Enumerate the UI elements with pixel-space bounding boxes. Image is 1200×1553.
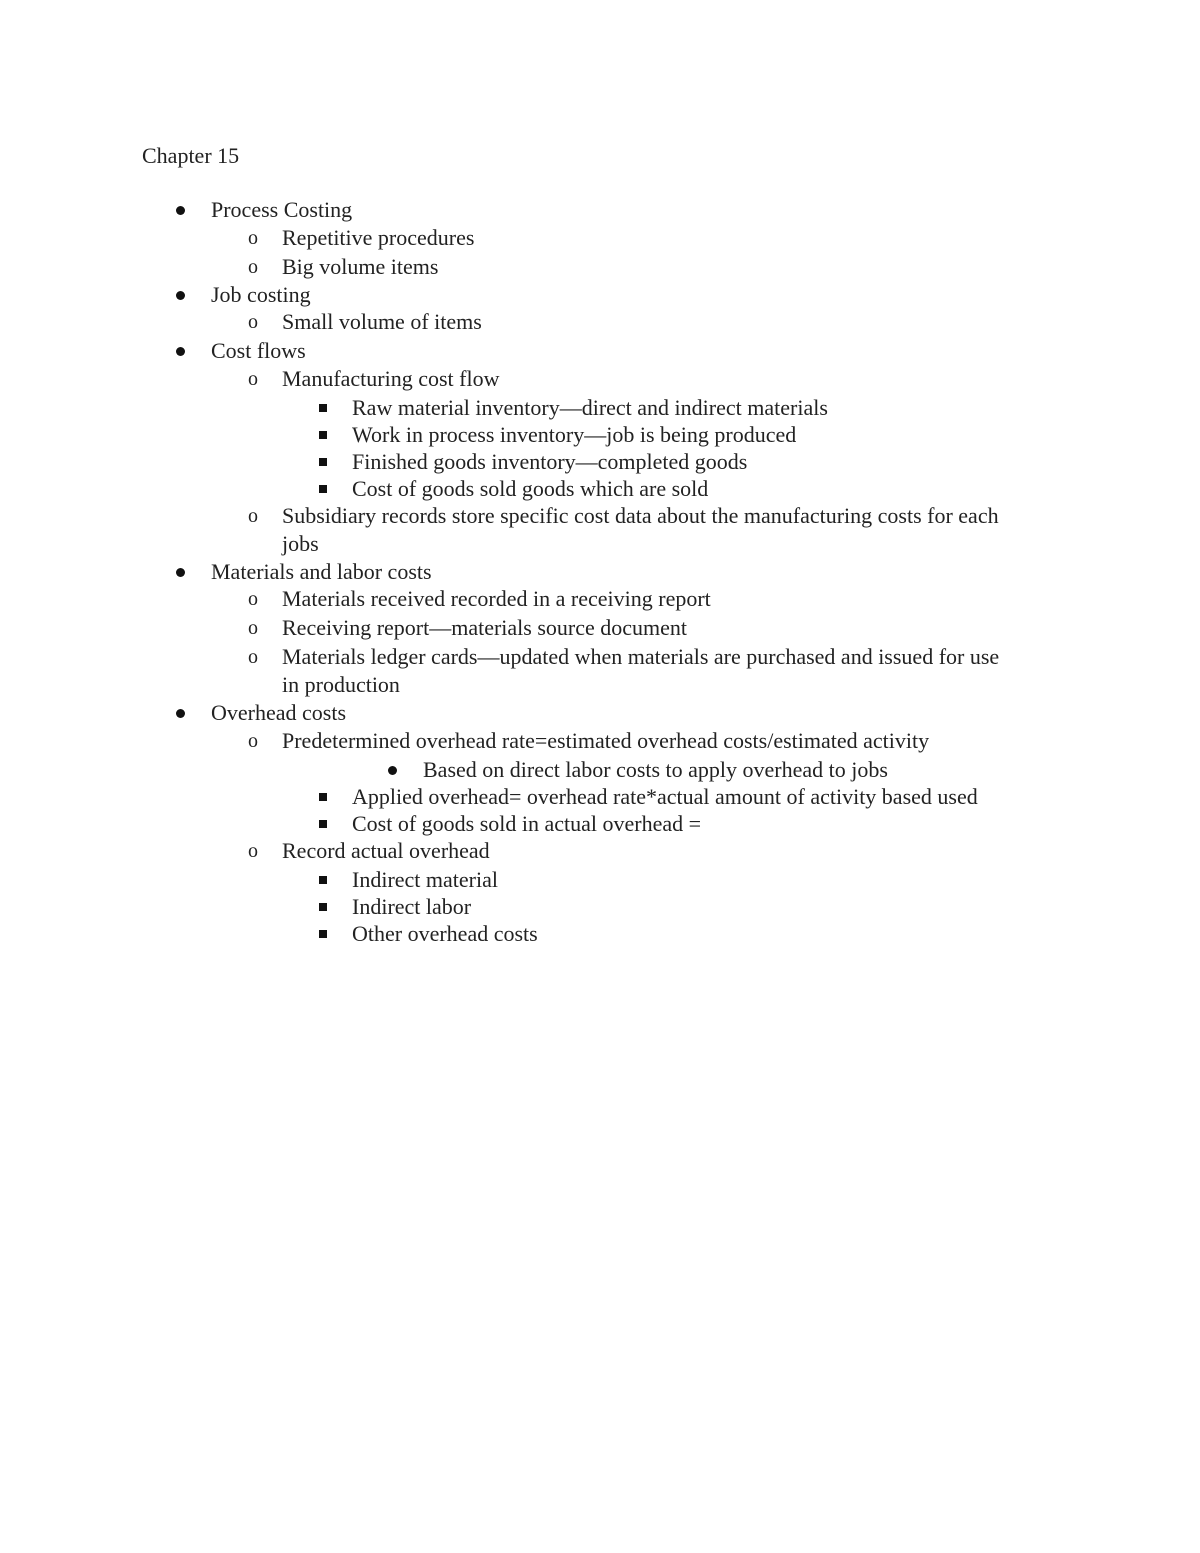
circle-bullet-icon: o xyxy=(248,505,258,527)
list-item-text: Indirect labor xyxy=(352,894,472,919)
list-item xyxy=(0,585,1200,613)
list-item-text: Job costing xyxy=(211,282,311,307)
circle-bullet-icon: o xyxy=(248,588,258,610)
list-item xyxy=(0,614,1200,642)
list-item xyxy=(0,727,1200,755)
list-item-text: Cost of goods sold goods which are sold xyxy=(352,476,709,501)
list-item xyxy=(0,893,1200,921)
list-item xyxy=(0,253,1200,281)
square-bullet-icon xyxy=(319,485,327,493)
list-item-text: Big volume items xyxy=(282,254,439,279)
list-item-text: Materials received recorded in a receiving report xyxy=(282,586,711,611)
list-item-text: Repetitive procedures xyxy=(282,225,475,250)
disc-bullet-icon xyxy=(176,568,185,577)
disc-bullet-icon xyxy=(176,347,185,356)
circle-bullet-icon: o xyxy=(248,256,258,278)
disc-bullet-icon xyxy=(176,206,185,215)
list-item xyxy=(0,308,1200,336)
square-bullet-icon xyxy=(319,431,327,439)
square-bullet-icon xyxy=(319,820,327,828)
list-item xyxy=(0,365,1200,393)
square-bullet-icon xyxy=(319,404,327,412)
list-item-text: Raw material inventory—direct and indirect materials xyxy=(352,395,828,420)
list-item-text: Finished goods inventory—completed goods xyxy=(352,449,748,474)
list-item-text: Overhead costs xyxy=(211,700,347,725)
square-bullet-icon xyxy=(319,903,327,911)
list-item-continuation: in production xyxy=(282,672,400,697)
list-item-text: Work in process inventory—job is being produced xyxy=(352,422,797,447)
square-bullet-icon xyxy=(319,793,327,801)
list-item-text: Materials ledger cards—updated when materials are purchased and issued for use xyxy=(282,644,1000,669)
square-bullet-icon xyxy=(319,458,327,466)
list-item xyxy=(0,448,1200,476)
list-item-text: Record actual overhead xyxy=(282,838,490,863)
list-item-text: Based on direct labor costs to apply overhead to jobs xyxy=(423,757,888,782)
list-item-text: Receiving report—materials source document xyxy=(282,615,688,640)
list-item-continuation: jobs xyxy=(282,531,319,556)
circle-bullet-icon: o xyxy=(248,840,258,862)
list-item-text: Process Costing xyxy=(211,197,353,222)
list-item xyxy=(0,783,1200,811)
circle-bullet-icon: o xyxy=(248,311,258,333)
square-bullet-icon xyxy=(319,930,327,938)
list-item xyxy=(0,643,1200,671)
list-item-text: Cost of goods sold in actual overhead = xyxy=(352,811,702,836)
list-item-text: Other overhead costs xyxy=(352,921,538,946)
circle-bullet-icon: o xyxy=(248,730,258,752)
list-item xyxy=(0,756,1200,784)
list-item xyxy=(0,337,1200,365)
list-item xyxy=(0,837,1200,865)
disc-bullet-icon xyxy=(176,291,185,300)
list-item-text: Manufacturing cost flow xyxy=(282,366,500,391)
list-item xyxy=(0,920,1200,948)
list-item xyxy=(0,866,1200,894)
list-item xyxy=(0,475,1200,503)
list-item xyxy=(0,224,1200,252)
list-item-text: Subsidiary records store specific cost data about the manufacturing costs for each xyxy=(282,503,999,528)
disc-bullet-icon xyxy=(388,766,397,775)
list-item-text: Applied overhead= overhead rate*actual amount of activity based used xyxy=(352,784,978,809)
list-item xyxy=(0,421,1200,449)
list-item xyxy=(0,699,1200,727)
list-item xyxy=(0,196,1200,224)
list-item xyxy=(0,502,1200,530)
disc-bullet-icon xyxy=(176,709,185,718)
circle-bullet-icon: o xyxy=(248,227,258,249)
list-item-text: Cost flows xyxy=(211,338,306,363)
list-item xyxy=(0,281,1200,309)
list-item xyxy=(0,394,1200,422)
page-title: Chapter 15 xyxy=(142,143,240,168)
circle-bullet-icon: o xyxy=(248,646,258,668)
list-item-text: Small volume of items xyxy=(282,309,482,334)
list-item-text: Predetermined overhead rate=estimated overhead costs/estimated activity xyxy=(282,728,930,753)
list-item xyxy=(0,810,1200,838)
list-item xyxy=(0,558,1200,586)
circle-bullet-icon: o xyxy=(248,617,258,639)
square-bullet-icon xyxy=(319,876,327,884)
list-item-text: Materials and labor costs xyxy=(211,559,432,584)
list-item-text: Indirect material xyxy=(352,867,498,892)
circle-bullet-icon: o xyxy=(248,368,258,390)
